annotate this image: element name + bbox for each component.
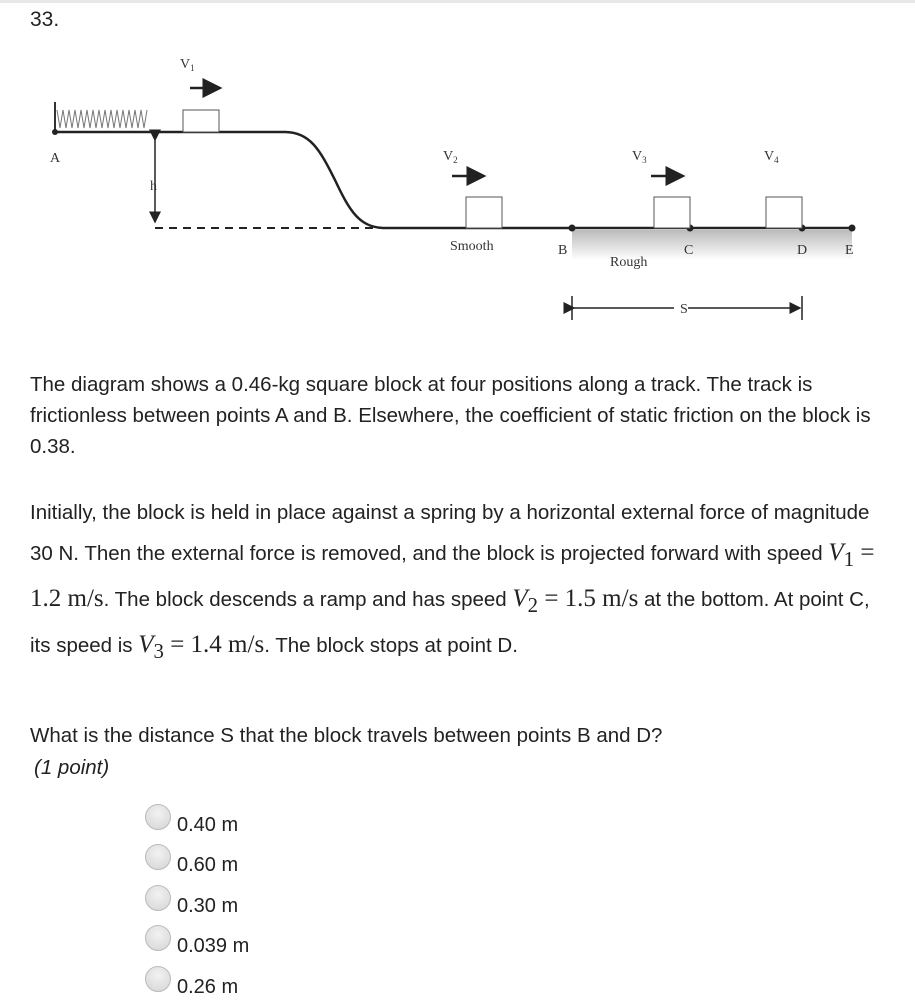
paragraph-scenario: Initially, the block is held in place against a spring by a horizontal external force of magnitude 30 N. Then the external force is removed, and the block is projected forward with speed $V_1 = 1.2$ m/s. The block descends a ramp and has speed $V_2 = 1.5$ m/s at the bottom. At point C, its speed is $V_3 = 1.4$ m/s. The block stops at point D. <box>30 501 875 663</box>
spring-icon <box>57 110 147 128</box>
label-d: D <box>797 243 808 258</box>
label-c: C <box>684 243 694 258</box>
option-4[interactable]: 0.26 m <box>145 974 238 1000</box>
label-e: E <box>845 243 854 258</box>
label-v2: $V_2$ <box>443 149 458 165</box>
radio-button[interactable] <box>145 925 171 951</box>
label-v4: $V_4$ <box>764 149 779 165</box>
option-1[interactable]: 0.60 m <box>145 852 238 878</box>
block-3 <box>654 197 690 228</box>
block-1 <box>183 110 219 132</box>
track <box>55 132 850 228</box>
radio-button[interactable] <box>145 804 171 830</box>
block-4 <box>766 197 802 228</box>
radio-button[interactable] <box>145 966 171 992</box>
paragraph-description: The diagram shows a 0.46-kg square block at four positions along a track. The track is frictionless between points A and B. Elsewhere, the coefficient of static friction on the block is 0.38. <box>30 373 871 458</box>
question-text: What is the distance S that the block travels between points B and D? <box>30 724 663 747</box>
points-label: (1 point) <box>34 756 110 779</box>
option-3[interactable]: 0.039 m <box>145 933 249 959</box>
label-a: A <box>50 151 61 166</box>
label-s: S <box>680 302 688 317</box>
label-smooth: Smooth <box>450 239 494 254</box>
top-divider <box>0 0 915 3</box>
label-v3: $V_3$ <box>632 149 647 165</box>
block-2 <box>466 197 502 228</box>
radio-button[interactable] <box>145 844 171 870</box>
label-b: B <box>558 243 568 258</box>
option-0[interactable]: 0.40 m <box>145 812 238 838</box>
option-2[interactable]: 0.30 m <box>145 893 238 919</box>
label-rough: Rough <box>610 255 648 270</box>
radio-button[interactable] <box>145 885 171 911</box>
question-number: 33. <box>30 8 60 31</box>
label-v1: $V_1$ <box>180 57 195 73</box>
label-h: h <box>150 179 157 194</box>
track-diagram <box>0 40 915 330</box>
